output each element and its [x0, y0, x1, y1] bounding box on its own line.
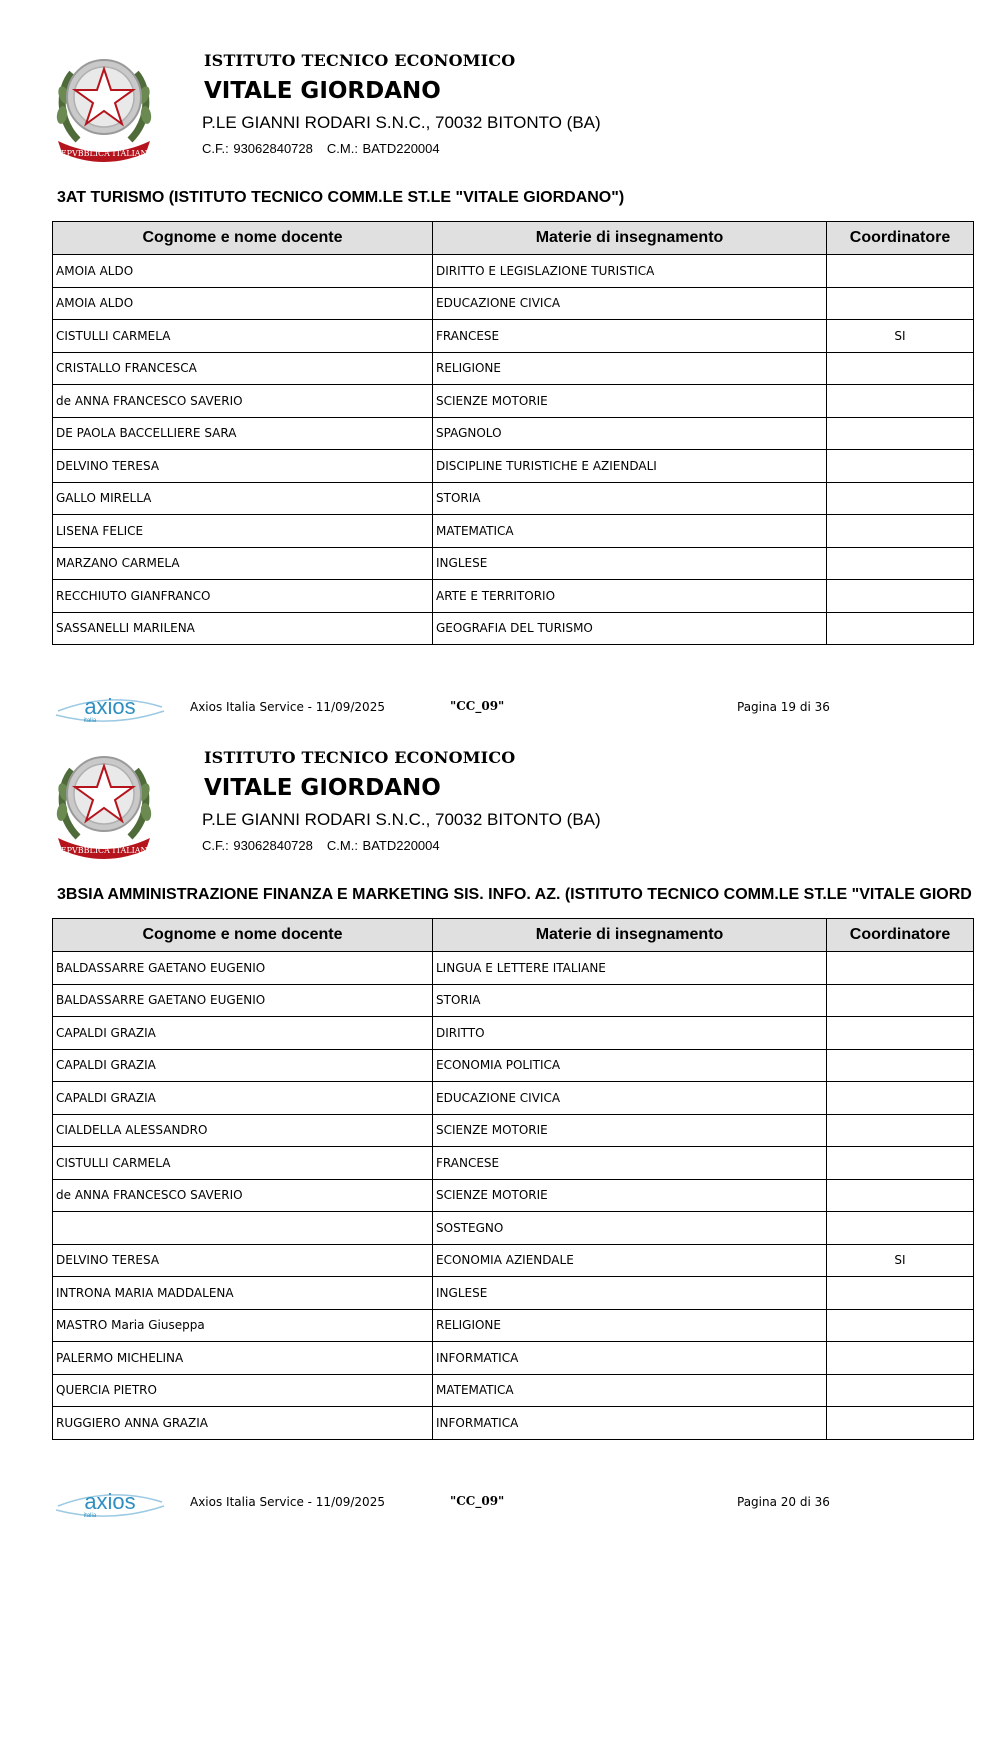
teachers-table	[52, 221, 974, 645]
institute-name: VITALE GIORDANO	[204, 78, 441, 104]
coordinator-cell	[827, 450, 974, 483]
table-row	[53, 255, 974, 288]
axios-logo-icon	[52, 689, 168, 725]
teacher-cell: DE PAOLA BACCELLIERE SARA	[53, 417, 433, 450]
table-row	[53, 450, 974, 483]
subject-cell: MATEMATICA	[433, 1374, 827, 1407]
svg-text:REPVBBLICA ITALIANA: REPVBBLICA ITALIANA	[54, 846, 154, 855]
subject-cell: SCIENZE MOTORIE	[433, 1179, 827, 1212]
subject-cell: SPAGNOLO	[433, 417, 827, 450]
coordinator-cell	[827, 1407, 974, 1440]
subject-cell: RELIGIONE	[433, 1309, 827, 1342]
class-title: 3AT TURISMO (ISTITUTO TECNICO COMM.LE ST.LE "VITALE GIORDANO")	[57, 189, 625, 206]
institute-cm: C.M.: BATD220004	[326, 838, 440, 853]
teacher-cell: de ANNA FRANCESCO SAVERIO	[53, 1179, 433, 1212]
table-row	[53, 952, 974, 985]
institute-type: ISTITUTO TECNICO ECONOMICO	[204, 51, 516, 70]
teacher-cell: AMOIA ALDO	[53, 255, 433, 288]
coordinator-cell	[827, 1147, 974, 1180]
institute-address: P.LE GIANNI RODARI S.N.C., 70032 BITONTO (BA)	[202, 810, 601, 829]
subject-cell: ARTE E TERRITORIO	[433, 580, 827, 613]
coordinator-cell	[827, 612, 974, 645]
header-subject: Materie di insegnamento	[433, 919, 827, 952]
page-footer	[0, 689, 995, 729]
subject-cell: EDUCAZIONE CIVICA	[433, 287, 827, 320]
table-row	[53, 1374, 974, 1407]
subject-cell: DIRITTO	[433, 1017, 827, 1050]
teacher-cell: INTRONA MARIA MADDALENA	[53, 1277, 433, 1310]
header-coordinator: Coordinatore	[827, 222, 974, 255]
institute-address: P.LE GIANNI RODARI S.N.C., 70032 BITONTO (BA)	[202, 113, 601, 132]
svg-text:italia: italia	[83, 1513, 97, 1519]
footer-service: Axios Italia Service - 11/09/2025	[190, 700, 385, 714]
institute-codes	[202, 141, 440, 156]
institute-name: VITALE GIORDANO	[204, 775, 441, 801]
italian-republic-emblem-icon	[50, 45, 158, 163]
footer-service: Axios Italia Service - 11/09/2025	[190, 1495, 385, 1509]
teacher-cell: CAPALDI GRAZIA	[53, 1082, 433, 1115]
subject-cell: FRANCESE	[433, 1147, 827, 1180]
subject-cell: INFORMATICA	[433, 1342, 827, 1375]
teacher-cell: BALDASSARRE GAETANO EUGENIO	[53, 952, 433, 985]
coordinator-cell	[827, 287, 974, 320]
table-row	[53, 547, 974, 580]
class-title: 3BSIA AMMINISTRAZIONE FINANZA E MARKETING SIS. INFO. AZ. (ISTITUTO TECNICO COMM.LE ST.LE "VITALE GIORD	[57, 886, 972, 903]
header-subject: Materie di insegnamento	[433, 222, 827, 255]
subject-cell: DIRITTO E LEGISLAZIONE TURISTICA	[433, 255, 827, 288]
table-row	[53, 1342, 974, 1375]
subject-cell: DISCIPLINE TURISTICHE E AZIENDALI	[433, 450, 827, 483]
footer-code: "CC_09"	[450, 699, 505, 713]
teacher-cell	[53, 1212, 433, 1245]
coordinator-cell: SI	[827, 320, 974, 353]
table-row	[53, 612, 974, 645]
subject-cell: GEOGRAFIA DEL TURISMO	[433, 612, 827, 645]
coordinator-cell	[827, 1017, 974, 1050]
subject-cell: FRANCESE	[433, 320, 827, 353]
table-row	[53, 1277, 974, 1310]
table-row	[53, 984, 974, 1017]
subject-cell: MATEMATICA	[433, 515, 827, 548]
svg-text:REPVBBLICA ITALIANA: REPVBBLICA ITALIANA	[54, 149, 154, 158]
teacher-cell: DELVINO TERESA	[53, 1244, 433, 1277]
table-row	[53, 580, 974, 613]
table-header-row	[53, 222, 974, 255]
subject-cell: SOSTEGNO	[433, 1212, 827, 1245]
teacher-cell: PALERMO MICHELINA	[53, 1342, 433, 1375]
coordinator-cell	[827, 984, 974, 1017]
axios-logo-icon	[52, 1484, 168, 1520]
coordinator-cell	[827, 417, 974, 450]
subject-cell: INGLESE	[433, 547, 827, 580]
subject-cell: EDUCAZIONE CIVICA	[433, 1082, 827, 1115]
table-row	[53, 417, 974, 450]
teacher-cell: CISTULLI CARMELA	[53, 320, 433, 353]
coordinator-cell	[827, 1342, 974, 1375]
coordinator-cell	[827, 1082, 974, 1115]
teacher-cell: MASTRO Maria Giuseppa	[53, 1309, 433, 1342]
table-row	[53, 482, 974, 515]
table-row	[53, 1049, 974, 1082]
teacher-cell: MARZANO CARMELA	[53, 547, 433, 580]
teacher-cell: CRISTALLO FRANCESCA	[53, 352, 433, 385]
table-row	[53, 385, 974, 418]
table-row	[53, 1082, 974, 1115]
subject-cell: INGLESE	[433, 1277, 827, 1310]
subject-cell: INFORMATICA	[433, 1407, 827, 1440]
subject-cell: STORIA	[433, 984, 827, 1017]
institute-codes	[202, 838, 440, 853]
header-teacher: Cognome e nome docente	[53, 222, 433, 255]
teacher-cell: RECCHIUTO GIANFRANCO	[53, 580, 433, 613]
coordinator-cell	[827, 952, 974, 985]
table-row	[53, 1212, 974, 1245]
table-row	[53, 1244, 974, 1277]
coordinator-cell	[827, 1212, 974, 1245]
teacher-cell: QUERCIA PIETRO	[53, 1374, 433, 1407]
teacher-cell: LISENA FELICE	[53, 515, 433, 548]
teacher-cell: CAPALDI GRAZIA	[53, 1049, 433, 1082]
subject-cell: ECONOMIA POLITICA	[433, 1049, 827, 1082]
table-row	[53, 320, 974, 353]
subject-cell: LINGUA E LETTERE ITALIANE	[433, 952, 827, 985]
footer-page-number: Pagina 20 di 36	[737, 1495, 830, 1509]
subject-cell: SCIENZE MOTORIE	[433, 1114, 827, 1147]
coordinator-cell	[827, 352, 974, 385]
table-row	[53, 1147, 974, 1180]
table-row	[53, 1017, 974, 1050]
subject-cell: SCIENZE MOTORIE	[433, 385, 827, 418]
coordinator-cell	[827, 1277, 974, 1310]
institute-cm: C.M.: BATD220004	[326, 141, 440, 156]
page-footer	[0, 1484, 995, 1524]
header-teacher: Cognome e nome docente	[53, 919, 433, 952]
teacher-cell: AMOIA ALDO	[53, 287, 433, 320]
coordinator-cell	[827, 385, 974, 418]
footer-page-number: Pagina 19 di 36	[737, 700, 830, 714]
institute-cf: C.F.: 93062840728	[202, 838, 313, 853]
coordinator-cell	[827, 1049, 974, 1082]
table-row	[53, 1407, 974, 1440]
table-row	[53, 287, 974, 320]
coordinator-cell	[827, 515, 974, 548]
institute-type: ISTITUTO TECNICO ECONOMICO	[204, 748, 516, 767]
teacher-cell: SASSANELLI MARILENA	[53, 612, 433, 645]
italian-republic-emblem-icon	[50, 742, 158, 860]
table-row	[53, 1114, 974, 1147]
table-header-row	[53, 919, 974, 952]
coordinator-cell	[827, 1179, 974, 1212]
teacher-cell: BALDASSARRE GAETANO EUGENIO	[53, 984, 433, 1017]
subject-cell: RELIGIONE	[433, 352, 827, 385]
teacher-cell: RUGGIERO ANNA GRAZIA	[53, 1407, 433, 1440]
coordinator-cell	[827, 1309, 974, 1342]
teacher-cell: de ANNA FRANCESCO SAVERIO	[53, 385, 433, 418]
coordinator-cell	[827, 1114, 974, 1147]
coordinator-cell: SI	[827, 1244, 974, 1277]
teachers-table	[52, 918, 974, 1440]
teacher-cell: DELVINO TERESA	[53, 450, 433, 483]
teacher-cell: CAPALDI GRAZIA	[53, 1017, 433, 1050]
table-row	[53, 352, 974, 385]
svg-text:italia: italia	[83, 718, 97, 724]
teacher-cell: CISTULLI CARMELA	[53, 1147, 433, 1180]
institute-cf: C.F.: 93062840728	[202, 141, 313, 156]
teacher-cell: CIALDELLA ALESSANDRO	[53, 1114, 433, 1147]
table-row	[53, 1309, 974, 1342]
subject-cell: ECONOMIA AZIENDALE	[433, 1244, 827, 1277]
footer-code: "CC_09"	[450, 1494, 505, 1508]
coordinator-cell	[827, 482, 974, 515]
subject-cell: STORIA	[433, 482, 827, 515]
table-row	[53, 1179, 974, 1212]
svg-text:axios: axios	[84, 694, 136, 719]
svg-text:axios: axios	[84, 1489, 136, 1514]
teacher-cell: GALLO MIRELLA	[53, 482, 433, 515]
coordinator-cell	[827, 1374, 974, 1407]
header-coordinator: Coordinatore	[827, 919, 974, 952]
coordinator-cell	[827, 547, 974, 580]
table-row	[53, 515, 974, 548]
coordinator-cell	[827, 580, 974, 613]
coordinator-cell	[827, 255, 974, 288]
